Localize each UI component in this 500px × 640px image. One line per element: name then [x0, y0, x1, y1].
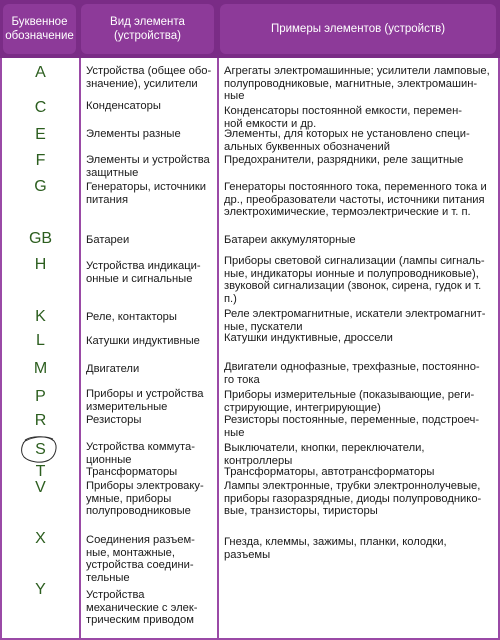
row-type: Батареи — [86, 234, 130, 246]
row-examples: Реле электромагнитные, искатели электромагнит- ные, пускатели — [224, 308, 486, 333]
row-letter: G — [34, 178, 47, 195]
column-divider-1 — [79, 58, 81, 640]
row-examples: Конденсаторы постоянной емкости, перемен- ной емкости и др. — [224, 105, 462, 130]
row-letter: F — [35, 152, 46, 169]
row-type: Устройства механические с элек- трическим приводом — [86, 589, 198, 627]
row-letter: A — [35, 64, 46, 81]
row-type: Устройства коммута- ционные — [86, 441, 195, 466]
row-type: Приборы электроваку- умные, приборы полупроводниковые — [86, 480, 204, 518]
row-examples: Агрегаты электромашинные; усилители ламповые, полупроводниковые, магнитные, электромашин- ные — [224, 65, 490, 103]
row-letter: X — [35, 530, 46, 547]
header-letter-designation: Буквенное обозначение — [3, 4, 76, 54]
row-letter: S — [35, 441, 46, 458]
row-letter: R — [34, 412, 47, 429]
row-examples: Резисторы постоянные, переменные, подстроеч- ные — [224, 414, 480, 439]
row-type: Резисторы — [86, 414, 142, 426]
table-body — [0, 58, 500, 640]
row-type: Приборы и устройства измерительные — [86, 388, 204, 413]
row-letter: H — [34, 256, 47, 273]
row-type: Катушки индуктивные — [86, 335, 200, 347]
row-examples: Элементы, для которых не установлено специ- альных буквенных обозначений — [224, 128, 470, 153]
row-letter: K — [35, 308, 46, 325]
table-header — [0, 0, 500, 59]
row-type: Элементы и устройства защитные — [86, 154, 210, 179]
row-letter: L — [36, 332, 45, 349]
row-letter: T — [35, 463, 46, 480]
row-type: Генераторы, источники питания — [86, 181, 207, 206]
column-divider-2 — [217, 58, 219, 640]
row-type: Соединения разъем- ные, монтажные, устройства соедини- тельные — [86, 534, 195, 584]
row-examples: Двигатели однофазные, трехфазные, постоянно- го тока — [224, 361, 480, 386]
row-examples: Батареи аккумуляторные — [224, 234, 356, 246]
row-letter: C — [34, 99, 47, 116]
row-examples: Предохранители, разрядники, реле защитные — [224, 154, 464, 166]
row-examples: Катушки индуктивные, дроссели — [224, 332, 393, 344]
row-letter: GB — [28, 230, 53, 247]
row-examples: Приборы световой сигнализации (лампы сигналь- ные, индикаторы ионные и полупроводниковые), звуковой сигнализации (звонок, сирена, гудок и т. п.) — [224, 255, 485, 305]
row-examples: Приборы измерительные (показывающие, реги- стрирующие, интегрирующие) — [224, 389, 475, 414]
row-type: Двигатели — [86, 363, 140, 375]
row-examples: Гнезда, клеммы, зажимы, планки, колодки, разъемы — [224, 536, 447, 561]
row-letter: E — [35, 126, 46, 143]
row-type: Реле, контакторы — [86, 311, 177, 323]
row-examples: Выключатели, кнопки, переключатели, контроллеры — [224, 442, 425, 467]
row-type: Элементы разные — [86, 128, 181, 140]
row-type: Устройства (общее обо- значение), усилители — [86, 65, 212, 90]
row-letter: V — [35, 479, 46, 496]
row-letter: P — [35, 388, 46, 405]
row-type: Конденсаторы — [86, 100, 161, 112]
row-letter: Y — [35, 581, 46, 598]
row-type: Трансформаторы — [86, 466, 178, 478]
row-examples: Трансформаторы, автотрансформаторы — [224, 466, 435, 478]
header-element-type: Вид элемента (устройства) — [81, 4, 214, 54]
row-examples: Генераторы постоянного тока, переменного тока и др., преобразователи частоты, источники питания электрохимические, термоэлектрические и т. п. — [224, 181, 487, 219]
header-element-examples: Примеры элементов (устройств) — [220, 4, 496, 54]
row-type: Устройства индикаци- онные и сигнальные — [86, 260, 201, 285]
row-examples: Лампы электронные, трубки электроннолучевые, приборы газоразрядные, диоды полупроводнико- вые, транзисторы, тиристоры — [224, 480, 482, 518]
row-letter: M — [33, 360, 48, 377]
